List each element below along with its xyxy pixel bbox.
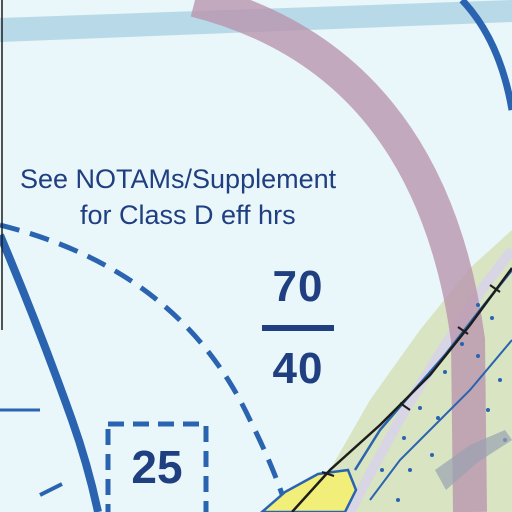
class-d-notice	[20, 161, 336, 233]
tick-mark-2	[40, 484, 62, 495]
airspace-top-altitude: 70	[272, 262, 324, 311]
notice-line-2: for Class D eff hrs	[80, 200, 296, 230]
altitude-divider	[262, 325, 334, 331]
notice-line-1: See NOTAMs/Supplement	[20, 164, 337, 194]
airspace-bottom-altitude: 40	[272, 344, 324, 393]
class-boundary-arc-left	[0, 235, 98, 512]
class-d-ceiling: 25	[131, 441, 183, 493]
